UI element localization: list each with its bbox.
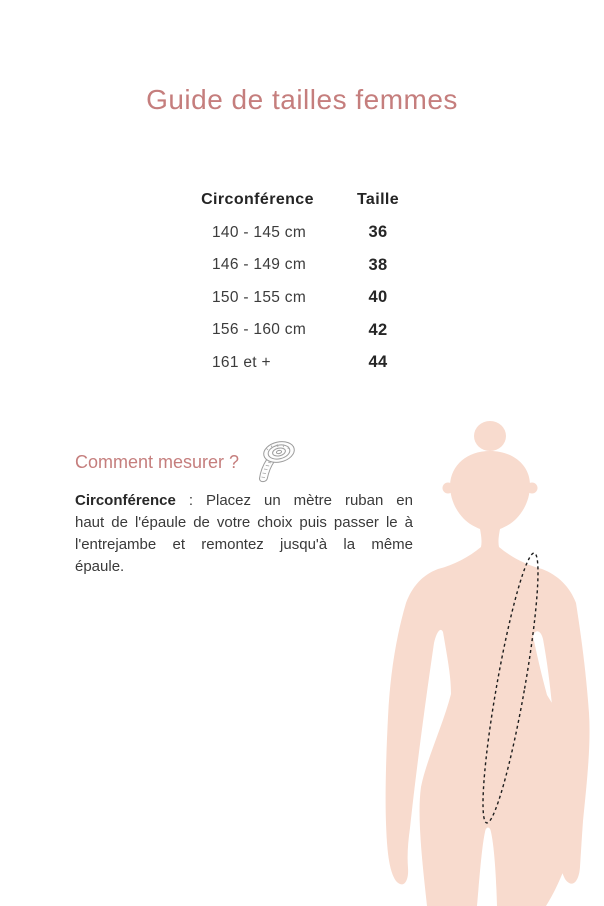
page-title: Guide de tailles femmes (146, 84, 458, 115)
column-header-circumference: Circonférence (201, 191, 314, 209)
female-silhouette (370, 415, 604, 906)
description-line: épaule. (75, 558, 125, 575)
description-line: l'entrejambe et remontez jusqu'à la même (75, 536, 413, 553)
size-value: 40 (368, 288, 388, 307)
circumference-value: 156 - 160 cm (212, 321, 307, 339)
table-row (185, 347, 430, 380)
circumference-value: 150 - 155 cm (212, 288, 307, 306)
size-value: 42 (368, 320, 388, 339)
size-value: 38 (368, 255, 388, 274)
size-value: 44 (368, 353, 388, 372)
measuring-tape-icon (256, 439, 296, 483)
description-line (75, 490, 413, 512)
description-line-text: : Placez un mètre ruban en (175, 492, 413, 509)
circumference-value: 140 - 145 cm (212, 223, 307, 241)
size-value: 36 (368, 223, 388, 242)
table-row (185, 282, 430, 315)
table-row (185, 249, 430, 282)
size-table (185, 184, 430, 379)
table-row (185, 217, 430, 250)
body-silhouette (386, 451, 590, 906)
table-row (185, 314, 430, 347)
hair-bun (474, 421, 506, 451)
circumference-value: 146 - 149 cm (212, 256, 307, 274)
description-lead: Circonférence (75, 492, 176, 509)
description-line: haut de l'épaule de votre choix puis passer le à (75, 514, 413, 531)
measure-description (75, 490, 413, 578)
measure-heading: Comment mesurer ? (75, 452, 240, 472)
column-header-size: Taille (356, 191, 400, 209)
size-table-header-row (185, 184, 430, 217)
circumference-value: 161 et + (212, 353, 271, 371)
